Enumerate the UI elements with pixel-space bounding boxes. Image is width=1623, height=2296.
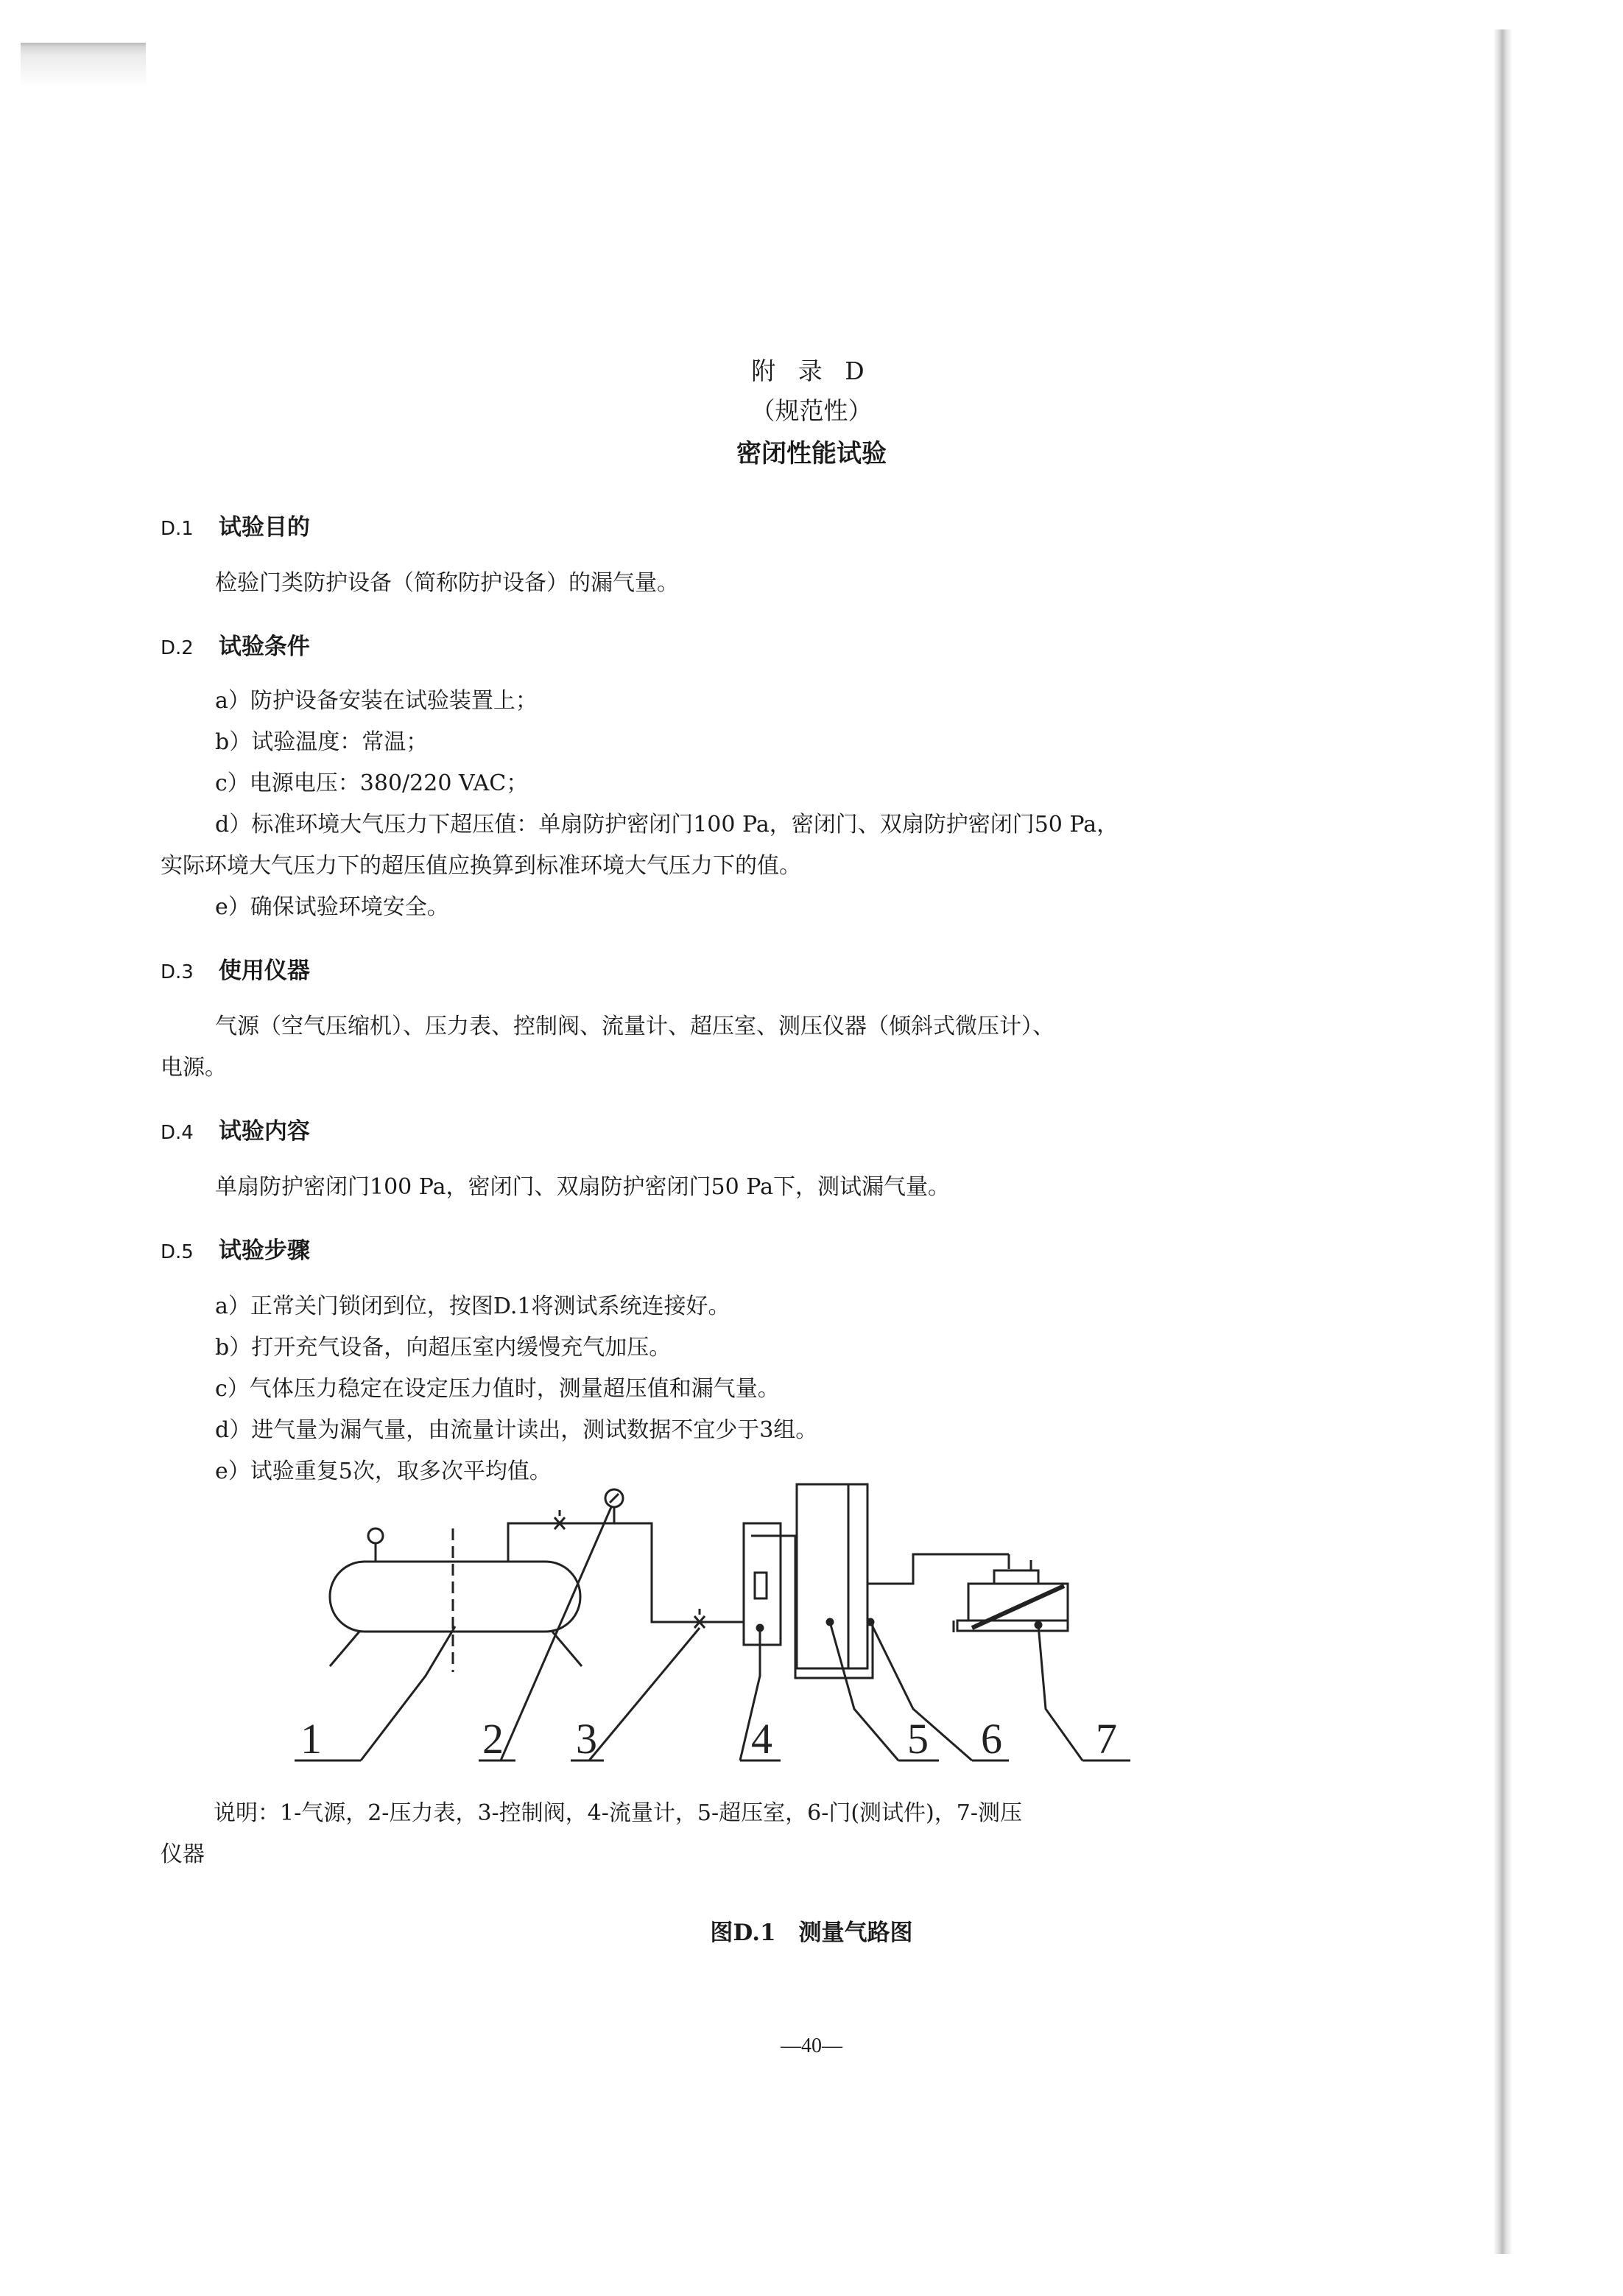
list-item: c）气体压力稳定在设定压力值时，测量超压值和漏气量。 [215, 1376, 780, 1402]
section-title: 使用仪器 [218, 958, 310, 984]
section-number: D.2 [161, 637, 194, 659]
valve-icon [555, 1510, 565, 1529]
list-item: a）正常关门锁闭到位，按图D.1将测试系统连接好。 [215, 1293, 730, 1319]
section-number: D.4 [161, 1122, 194, 1144]
control-valve-icon [694, 1609, 705, 1628]
appendix-title: 密闭性能试验 [736, 439, 887, 468]
diagram-label-7: 7 [1096, 1715, 1117, 1763]
list-item: b）试验温度：常温； [215, 729, 429, 755]
diagram-label-1: 1 [300, 1715, 322, 1763]
air-tank-icon [330, 1528, 582, 1672]
section-heading-d4 [161, 1112, 310, 1145]
list-item-continuation: 实际环境大气压力下的超压值应换算到标准环境大气压力下的值。 [161, 853, 801, 879]
figure-legend: 说明：1-气源，2-压力表，3-控制阀，4-流量计，5-超压室，6-门(测试件)，7-测压 [214, 1800, 1022, 1826]
section-number: D.1 [161, 518, 194, 540]
section-number: D.5 [161, 1241, 194, 1263]
list-item: d）进气量为漏气量，由流量计读出，测试数据不宜少于3组。 [215, 1417, 818, 1443]
diagram-label-4: 4 [751, 1715, 772, 1763]
diagram-label-5: 5 [907, 1715, 929, 1763]
micromanometer-icon [954, 1554, 1068, 1632]
list-item: d）标准环境大气压力下超压值：单扇防护密闭门100 Pa，密闭门、双扇防护密闭门50 Pa， [215, 812, 1119, 838]
figure-legend-continuation: 仪器 [161, 1842, 205, 1867]
section-title: 试验目的 [218, 514, 310, 541]
list-item: e）确保试验环境安全。 [215, 894, 449, 920]
diagram-label-6: 6 [981, 1715, 1002, 1763]
section-heading-d3 [161, 952, 310, 985]
list-item: a）防护设备安装在试验装置上； [215, 688, 538, 714]
paragraph-line: 电源。 [161, 1055, 227, 1081]
air-path-diagram [265, 1466, 1193, 1775]
section-heading-d1 [161, 508, 310, 541]
appendix-label: 附 录 D [751, 357, 872, 385]
paragraph-line: 单扇防护密闭门100 Pa，密闭门、双扇防护密闭门50 Pa下，测试漏气量。 [215, 1174, 950, 1200]
section-title: 试验步骤 [218, 1237, 310, 1264]
section-title: 试验条件 [218, 633, 310, 660]
flow-meter-icon [744, 1523, 781, 1645]
label-leader-lines [361, 1507, 1082, 1760]
list-item: c）电源电压：380/220 VAC； [215, 770, 529, 796]
list-item: e）试验重复5次，取多次平均值。 [215, 1458, 552, 1484]
page-number: —40— [781, 2035, 842, 2057]
appendix-type: （规范性） [750, 396, 873, 425]
section-title: 试验内容 [218, 1118, 310, 1145]
paragraph-line: 气源（空气压缩机）、压力表、控制阀、流量计、超压室、测压仪器（倾斜式微压计）、 [215, 1014, 1055, 1039]
scan-edge-shadow-top [21, 43, 146, 87]
figure-caption: 图D.1 测量气路图 [710, 1920, 913, 1946]
air-pipe-lines [508, 1523, 1009, 1678]
diagram-label-3: 3 [576, 1715, 597, 1763]
diagram-label-2: 2 [482, 1715, 504, 1763]
list-item: b）打开充气设备，向超压室内缓慢充气加压。 [215, 1335, 672, 1361]
paragraph-line: 检验门类防护设备（简称防护设备）的漏气量。 [215, 570, 679, 596]
pressure-gauge-icon [605, 1489, 623, 1523]
section-heading-d5 [161, 1232, 310, 1265]
section-heading-d2 [161, 628, 310, 661]
section-number: D.3 [161, 961, 194, 983]
